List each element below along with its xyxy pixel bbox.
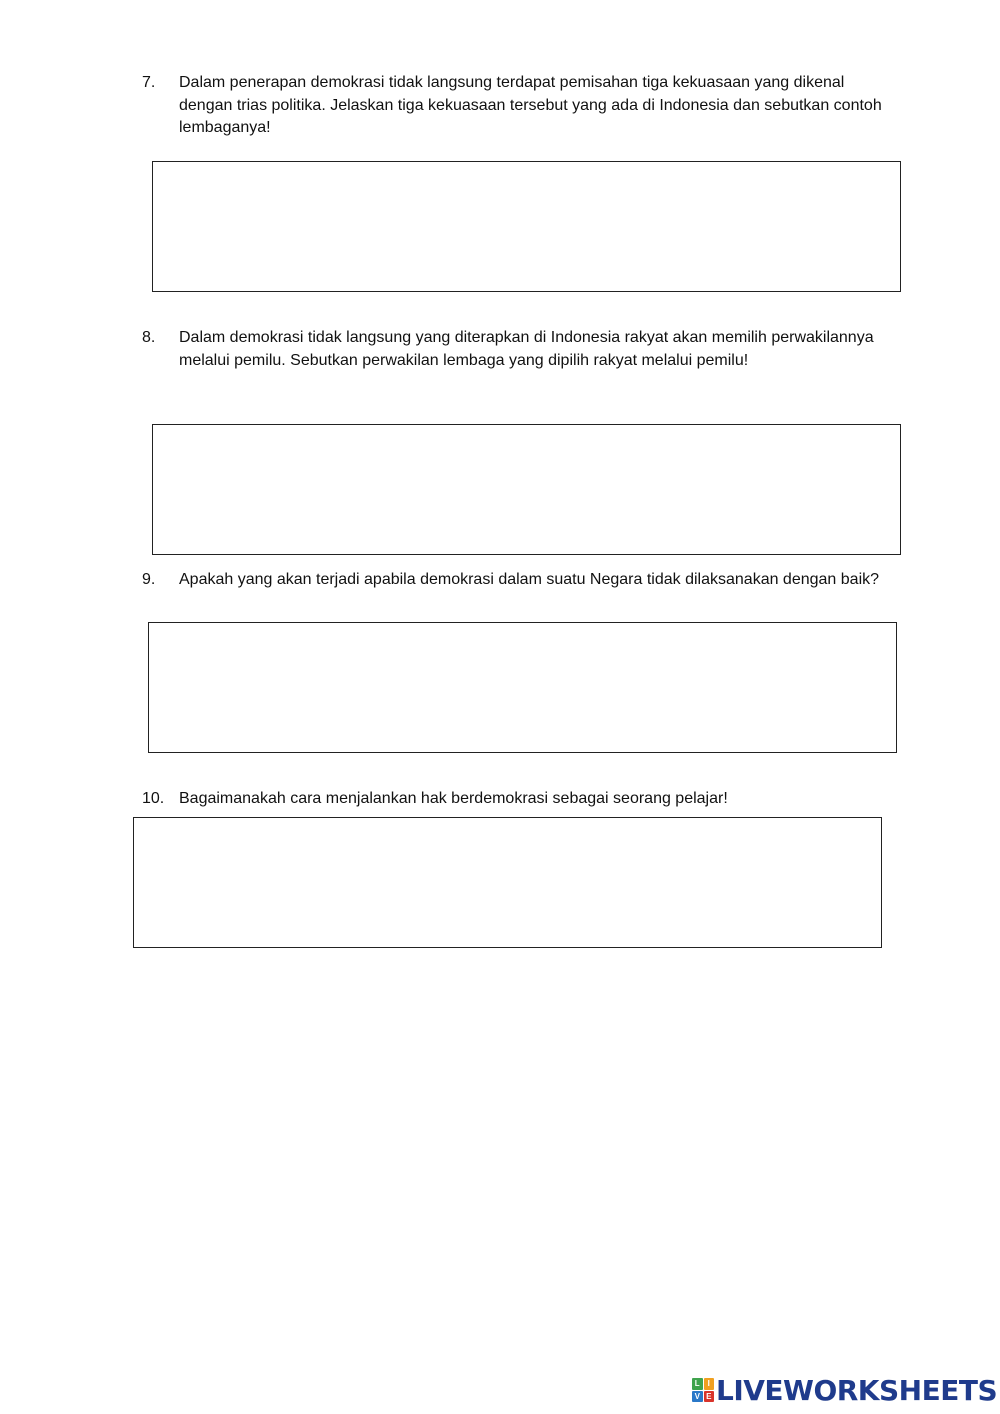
question-number: 9. (142, 571, 156, 588)
question-number: 8. (142, 329, 156, 346)
question-text: Dalam penerapan demokrasi tidak langsung terdapat pemisahan tiga kekuasaan yang dikenal dengan trias politika. Jelaskan tiga kekuasaan tersebut yang ada di Indonesia dan sebutkan contoh lembaganya! (179, 74, 882, 136)
answer-box-8[interactable] (152, 424, 901, 555)
question-text: Dalam demokrasi tidak langsung yang diterapkan di Indonesia rakyat akan memilih perwakilannya melalui pemilu. Sebutkan perwakilan lembaga yang dipilih rakyat melalui pemilu! (179, 329, 874, 369)
question-10 (142, 788, 882, 811)
question-9 (142, 569, 882, 592)
question-text: Bagaimanakah cara menjalankan hak berdemokrasi sebagai seorang pelajar! (179, 790, 728, 807)
liveworksheets-logo (692, 1374, 997, 1406)
question-number: 10. (142, 790, 165, 807)
live-grid-icon: L I V E (692, 1378, 714, 1402)
question-7 (142, 72, 882, 140)
brand-name: LIVEWORKSHEETS (716, 1373, 998, 1407)
question-8 (142, 327, 882, 372)
question-text: Apakah yang akan terjadi apabila demokrasi dalam suatu Negara tidak dilaksanakan dengan baik? (179, 571, 880, 588)
answer-box-7[interactable] (152, 161, 901, 292)
question-number: 7. (142, 74, 156, 91)
answer-box-9[interactable] (148, 622, 897, 753)
answer-box-10[interactable] (133, 817, 882, 948)
